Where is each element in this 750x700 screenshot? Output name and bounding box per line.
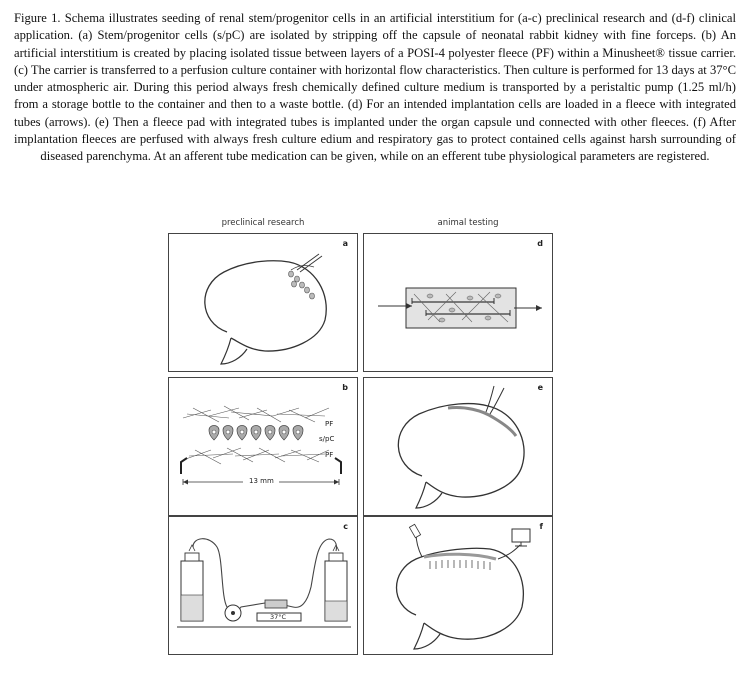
panel-e	[363, 377, 553, 516]
figure-caption: Figure 1. Schema illustrates seeding of renal stem/progenitor cells in an artificial interstitium for (a-c) preclinical research and (d-f) clinical application. (a) Stem/progenitor cells (s/pC) are isolated by stripping off the capsule of neonatal rabbit kidney with fine forceps. (b) An artificial interstitium is created by placing isolated tissue between layers of a POSI-4 polyester fleece (PF) within a Minusheet® tissue carrier. (c) The carrier is transferred to a perfusion culture container with horizontal flow characteristics. Then culture is performed for 13 days at 37°C under atmospheric air. During this period always fresh chemically defined culture medium is transported by a peristaltic pump (1.25 ml/h) from a storage bottle to the container and then to a waste bottle. (d) For an intended implantation cells are loaded in a fleece with integrated tubes (arrows). (e) Then a fleece pad with integrated tubes is implanted under the organ capsule und connected with other fleeces. (f) After implantation fleeces are perfused with always fresh culture edium and respiratory gas to protect contained cells against harsh surrounding of diseased parenchyma. At an afferent tube medication can be given, while on an efferent tube physiological parameters are registered.	[14, 11, 736, 164]
artificial-interstitium-illustration	[169, 378, 358, 516]
label-pf-top: PF	[325, 420, 334, 428]
perfusion-culture-illustration	[169, 517, 358, 655]
panel-a	[168, 233, 358, 372]
panel-f	[363, 516, 553, 655]
label-spc: s/pC	[319, 435, 335, 443]
panel-d	[363, 233, 553, 372]
kidney-forceps-illustration	[169, 234, 358, 372]
panel-letter: d	[537, 239, 543, 248]
fleece-with-tubes-illustration	[364, 234, 553, 372]
label-pf-bottom: PF	[325, 451, 334, 459]
perfused-fleece-illustration	[364, 517, 553, 655]
panel-b	[168, 377, 358, 516]
column-label-preclinical: preclinical research	[221, 218, 305, 228]
label-temperature: 37°C	[270, 613, 287, 621]
panel-letter: c	[343, 522, 348, 531]
column-label-animal-testing: animal testing	[437, 218, 499, 228]
panel-letter: b	[342, 383, 348, 392]
panel-c	[168, 516, 358, 655]
label-scale: 13 mm	[249, 477, 274, 485]
panel-letter: a	[342, 239, 348, 248]
panel-letter: f	[539, 522, 543, 531]
implanted-fleece-illustration	[364, 378, 553, 516]
panel-letter: e	[537, 383, 543, 392]
